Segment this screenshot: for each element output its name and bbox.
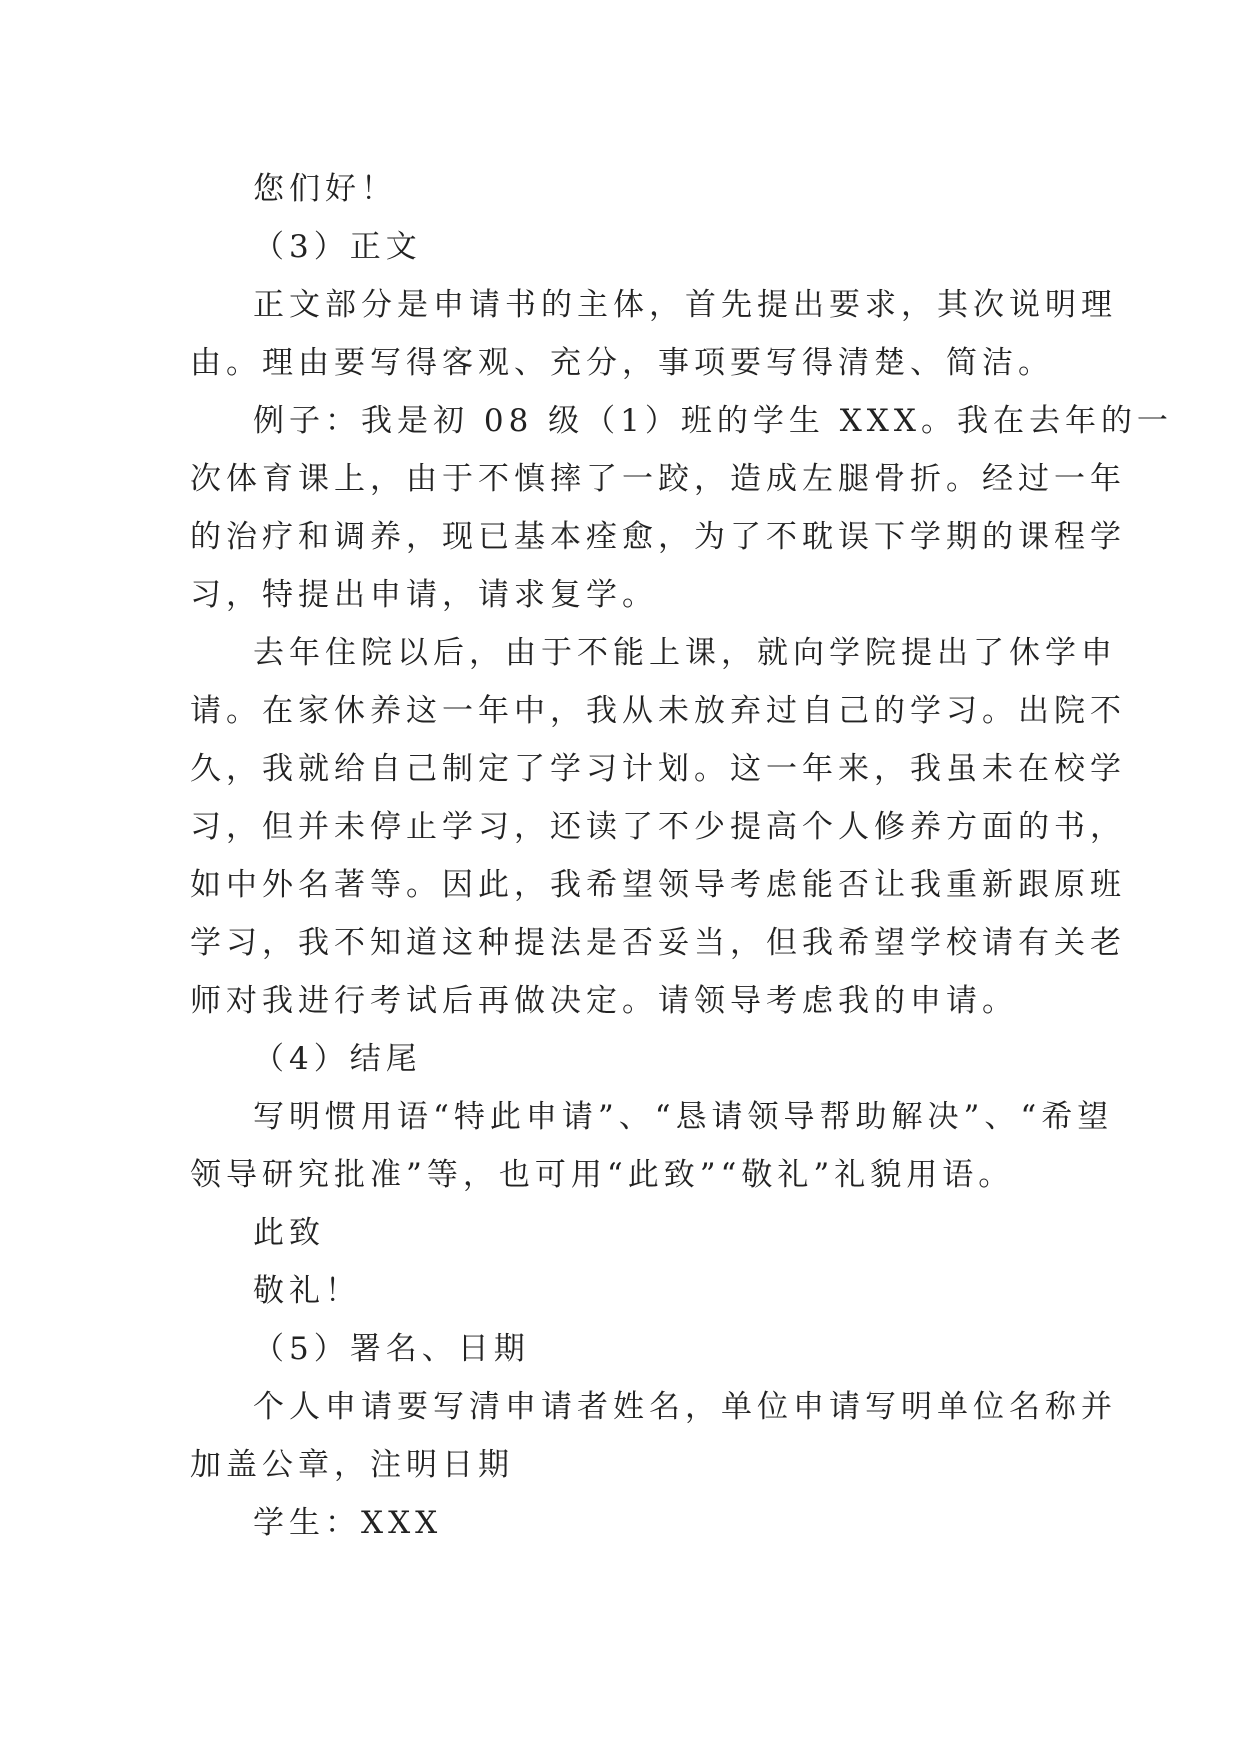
ending-text-line: 领导研究批准”等，也可用“此致”“敬礼”礼貌用语。 bbox=[190, 1157, 1015, 1193]
example-text-line: 例子：我是初 08 级（1）班的学生 XXX。我在去年的一 bbox=[253, 403, 1173, 439]
body-text-line: 正文部分是申请书的主体，首先提出要求，其次说明理 bbox=[253, 287, 1117, 323]
ending-text-line: 写明惯用语“特此申请”、“恳请领导帮助解决”、“希望 bbox=[253, 1099, 1114, 1135]
example-text-line: 如中外名著等。因此，我希望领导考虑能否让我重新跟原班 bbox=[190, 867, 1126, 903]
example-text-line: 的治疗和调养，现已基本痊愈，为了不耽误下学期的课程学 bbox=[190, 519, 1126, 555]
section-heading-signature: （5）署名、日期 bbox=[253, 1331, 530, 1367]
document-body bbox=[190, 160, 1173, 1552]
section-heading-ending: （4）结尾 bbox=[253, 1041, 422, 1077]
example-text-line: 习，特提出申请，请求复学。 bbox=[190, 577, 658, 613]
student-signature: 学生：XXX bbox=[253, 1505, 443, 1541]
closing-phrase: 此致 bbox=[253, 1215, 325, 1251]
example-text-line: 习，但并未停止学习，还读了不少提高个人修养方面的书， bbox=[190, 809, 1126, 845]
greeting-line: 您们好！ bbox=[253, 171, 397, 207]
signature-text-line: 个人申请要写清申请者姓名，单位申请写明单位名称并 bbox=[253, 1389, 1117, 1425]
example-text-line: 去年住院以后，由于不能上课，就向学院提出了休学申 bbox=[253, 635, 1117, 671]
closing-salute: 敬礼！ bbox=[253, 1273, 361, 1309]
example-text-line: 请。在家休养这一年中，我从未放弃过自己的学习。出院不 bbox=[190, 693, 1126, 729]
signature-text-line: 加盖公章，注明日期 bbox=[190, 1447, 514, 1483]
example-text-line: 次体育课上，由于不慎摔了一跤，造成左腿骨折。经过一年 bbox=[190, 461, 1126, 497]
example-text-line: 学习，我不知道这种提法是否妥当，但我希望学校请有关老 bbox=[190, 925, 1126, 961]
body-text-line: 由。理由要写得客观、充分，事项要写得清楚、简洁。 bbox=[190, 345, 1054, 381]
section-heading-body: （3）正文 bbox=[253, 229, 422, 265]
example-text-line: 师对我进行考试后再做决定。请领导考虑我的申请。 bbox=[190, 983, 1018, 1019]
example-text-line: 久，我就给自己制定了学习计划。这一年来，我虽未在校学 bbox=[190, 751, 1126, 787]
